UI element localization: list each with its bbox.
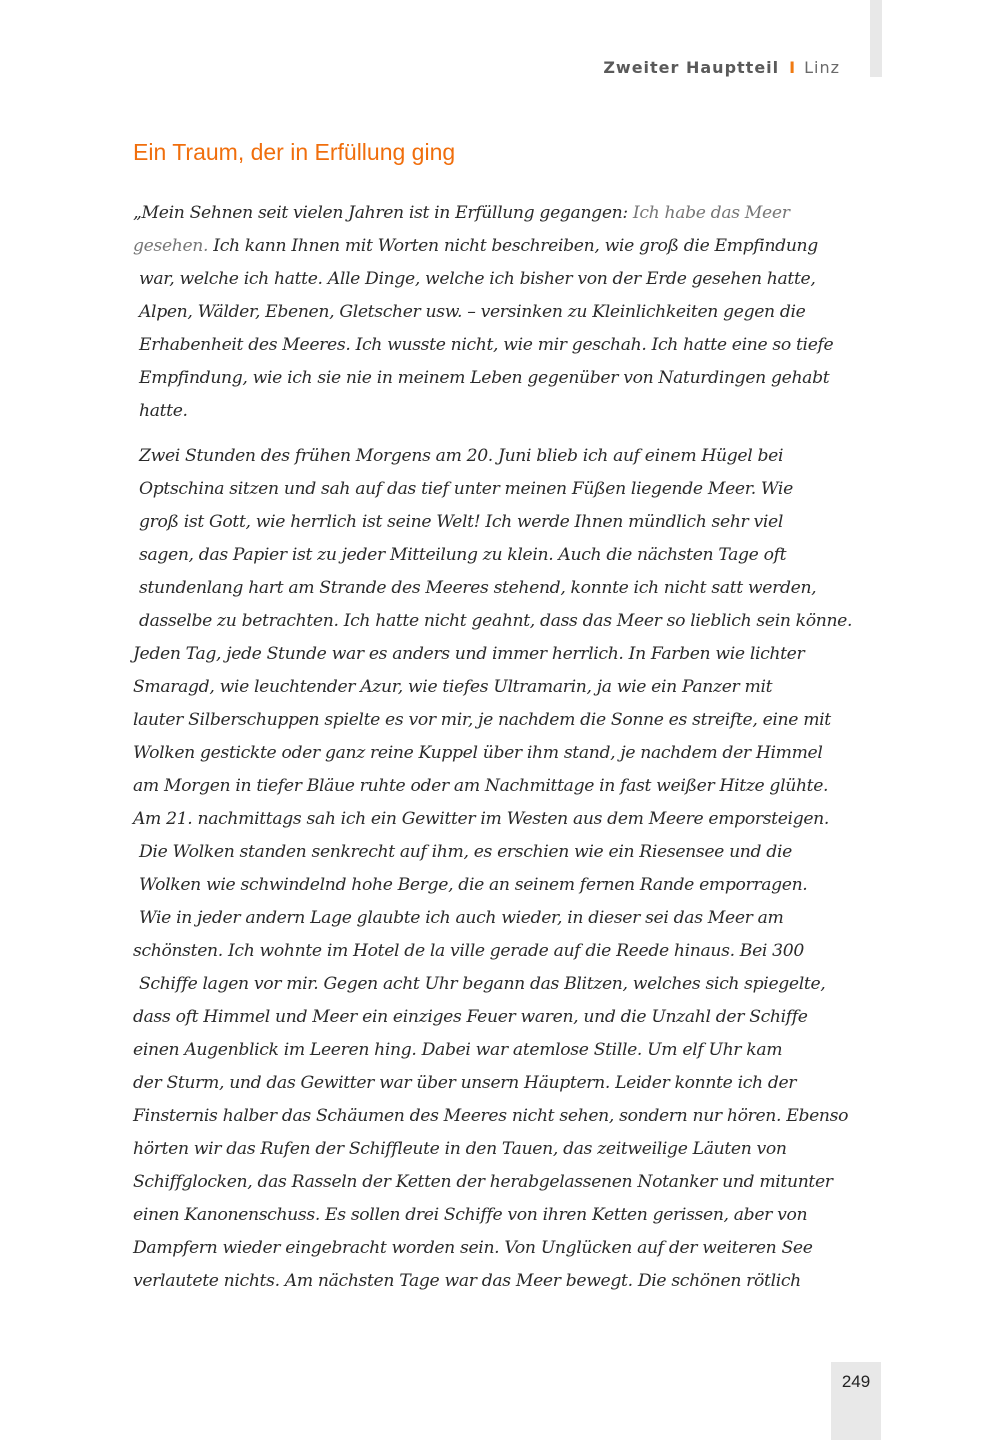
text-line: verlautete nichts. Am nächsten Tage war das Meer bewegt. Die schönen rötlich	[133, 1271, 801, 1291]
text-line: sagen, das Papier ist zu jeder Mitteilung zu klein. Auch die nächsten Tage oft	[139, 545, 787, 565]
text-line: Am 21. nachmittags sah ich ein Gewitter im Westen aus dem Meere emporsteigen.	[133, 809, 829, 829]
text-line: Zwei Stunden des frühen Morgens am 20. Juni blieb ich auf einem Hügel bei	[139, 446, 784, 466]
text-line: schönsten. Ich wohnte im Hotel de la ville gerade auf die Reede hinaus. Bei 300	[133, 941, 804, 961]
text-line: Schiffglocken, das Rasseln der Ketten der herabgelassenen Notanker und mitunter	[133, 1172, 833, 1192]
section-title: Ein Traum, der in Erfüllung ging	[133, 139, 456, 165]
running-header	[603, 58, 840, 77]
text-line: lauter Silberschuppen spielte es vor mir, je nachdem die Sonne es streifte, eine mit	[133, 710, 831, 730]
text-line: hatte.	[139, 401, 188, 421]
body-paragraph	[133, 440, 893, 1298]
text-line: dasselbe zu betrachten. Ich hatte nicht geahnt, dass das Meer so lieblich sein könne.	[139, 611, 853, 631]
text-span: „Mein Sehnen seit vielen Jahren ist in Erfüllung gegangen:	[133, 203, 633, 223]
text-line: Wolken wie schwindelnd hohe Berge, die an seinem fernen Rande emporragen.	[139, 875, 808, 895]
text-line: Optschina sitzen und sah auf das tief unter meinen Füßen liegende Meer. Wie	[139, 479, 793, 499]
text-line: Die Wolken standen senkrecht auf ihm, es erschien wie ein Riesensee und die	[139, 842, 792, 862]
text-line: stundenlang hart am Strande des Meeres stehend, konnte ich nicht satt werden,	[139, 578, 817, 598]
text-line: groß ist Gott, wie herrlich ist seine Welt! Ich werde Ihnen mündlich sehr viel	[139, 512, 784, 532]
text-line: Empfindung, wie ich sie nie in meinem Leben gegenüber von Naturdingen gehabt	[139, 368, 830, 388]
text-line: Wie in jeder andern Lage glaubte ich auch wieder, in dieser sei das Meer am	[139, 908, 784, 928]
text-line: Wolken gestickte oder ganz reine Kuppel über ihm stand, je nachdem der Himmel	[133, 743, 823, 763]
header-place: Linz	[804, 58, 840, 77]
text-line: Jeden Tag, jede Stunde war es anders und immer herrlich. In Farben wie lichter	[133, 644, 805, 664]
text-line: war, welche ich hatte. Alle Dinge, welche ich bisher von der Erde gesehen hatte,	[139, 269, 816, 289]
text-span: Ich kann Ihnen mit Worten nicht beschreiben, wie groß die Empfindung	[208, 236, 818, 256]
text-line: am Morgen in tiefer Bläue ruhte oder am Nachmittage in fast weißer Hitze glühte.	[133, 776, 829, 796]
text-line: der Sturm, und das Gewitter war über unsern Häuptern. Leider konnte ich der	[133, 1073, 797, 1093]
page-number: 249	[841, 1372, 871, 1391]
text-line: einen Kanonenschuss. Es sollen drei Schiffe von ihren Ketten gerissen, aber von	[133, 1205, 808, 1225]
text-line	[133, 197, 893, 230]
quote-paragraph	[133, 197, 893, 428]
text-line: Dampfern wieder eingebracht worden sein. Von Unglücken auf der weiteren See	[133, 1238, 813, 1258]
header-separator: I	[789, 58, 797, 77]
top-thumb-tab	[870, 0, 882, 77]
header-part: Zweiter Hauptteil	[603, 58, 780, 77]
text-line: einen Augenblick im Leeren hing. Dabei war atemlose Stille. Um elf Uhr kam	[133, 1040, 783, 1060]
text-line: Smaragd, wie leuchtender Azur, wie tiefes Ultramarin, ja wie ein Panzer mit	[133, 677, 773, 697]
text-line: Finsternis halber das Schäumen des Meeres nicht sehen, sondern nur hören. Ebenso	[133, 1106, 849, 1126]
text-line: Alpen, Wälder, Ebenen, Gletscher usw. – versinken zu Kleinlichkeiten gegen die	[139, 302, 806, 322]
highlighted-text: Ich habe das Meer	[632, 203, 790, 223]
text-line	[133, 230, 893, 263]
highlighted-text: gesehen.	[133, 236, 209, 256]
text-line: dass oft Himmel und Meer ein einziges Feuer waren, und die Unzahl der Schiffe	[133, 1007, 808, 1027]
text-line: Erhabenheit des Meeres. Ich wusste nicht, wie mir geschah. Ich hatte eine so tiefe	[139, 335, 834, 355]
text-line: hörten wir das Rufen der Schiffleute in den Tauen, das zeitweilige Läuten von	[133, 1139, 787, 1159]
text-line: Schiffe lagen vor mir. Gegen acht Uhr begann das Blitzen, welches sich spiegelte,	[139, 974, 826, 994]
